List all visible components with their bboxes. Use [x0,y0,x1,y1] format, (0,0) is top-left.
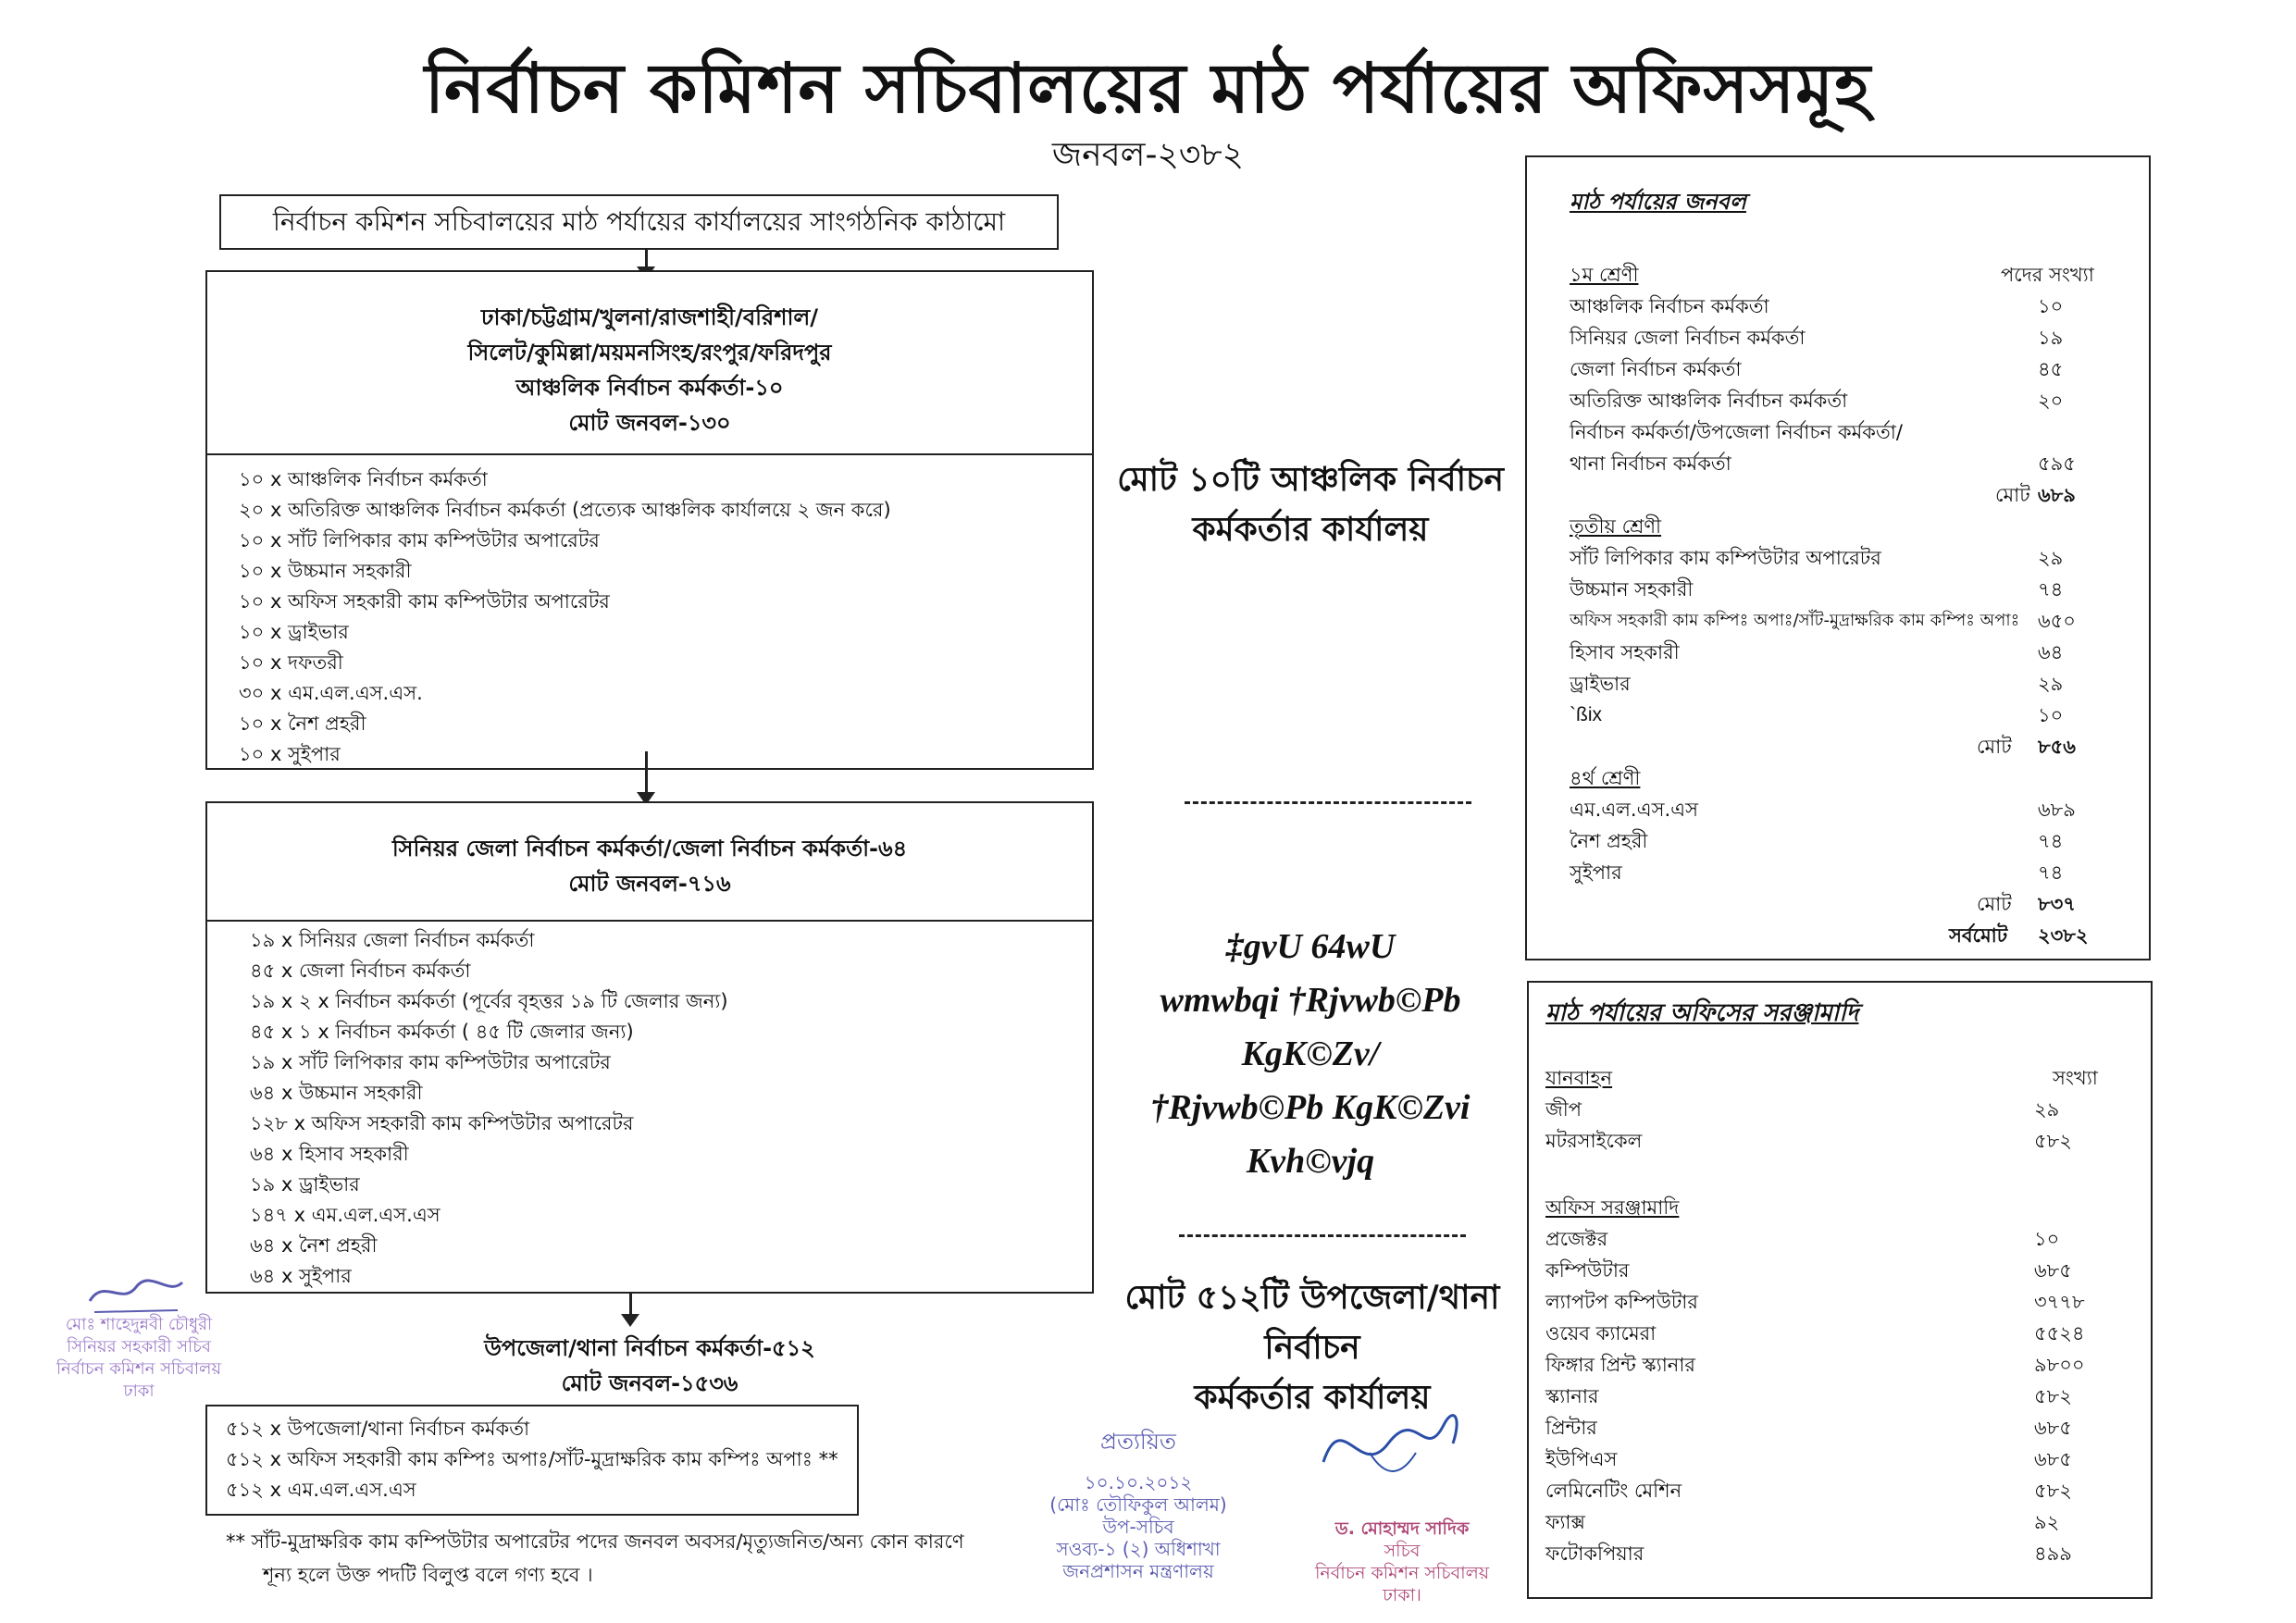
row-label: জেলা নির্বাচন কর্মকর্তা [1570,358,1742,380]
manpower-class3-header [1570,511,2112,542]
row-value: ৫৮২ [2034,1480,2072,1502]
divider [1179,1234,1466,1237]
district-offices-note-line: ‡gvU 64wU [1225,927,1396,966]
row-value: ৬৮৯ [2038,799,2076,821]
table-row [1570,353,2112,385]
middle-signature-block [1018,1431,1259,1582]
arrow-down-icon [629,1294,632,1316]
table-row [1545,1286,2108,1318]
list-item: ১৯ x ড্রাইভার [250,1173,360,1196]
regional-offices-note-line: মোট ১০টি আঞ্চলিক নির্বাচন [1117,461,1504,499]
row-value: ৬৮৫ [2034,1259,2072,1282]
row-value: ৩৭৭৮ [2034,1291,2085,1313]
total-row [1570,731,2112,762]
regional-box [205,270,1094,770]
row-label: নৈশ প্রহরী [1570,830,1648,852]
row-label: এম.এল.এস.এস [1570,799,1698,821]
table-row [1570,542,2112,574]
sig-line: উপ-সচিব [1102,1516,1174,1538]
row-value: ৪৯৯ [2034,1542,2072,1565]
sig-line: ঢাকা [123,1381,155,1401]
list-item: ৬৪ x নৈশ প্রহরী [250,1234,378,1257]
row-label: কম্পিউটার [1545,1259,1630,1282]
table-row [1570,700,2112,731]
list-item: ১০ x অফিস সহকারী কাম কম্পিউটার অপারেটর [239,590,610,613]
manpower-class4-header [1570,762,2112,794]
regional-header-line: আঞ্চলিক নির্বাচন কর্মকর্তা-১০ [515,375,784,401]
sig-line: ১০.১০.২০১২ [1084,1471,1193,1493]
regional-header-line: ঢাকা/চট্টগ্রাম/খুলনা/রাজশাহী/বরিশাল/ [480,304,819,330]
row-label: উচ্চমান সহকারী [1570,578,1694,601]
page-subtitle: জনবল-২৩৮২ [1051,136,1245,174]
grand-total-row [1570,920,2112,951]
row-value: ৬৮৫ [2034,1448,2072,1470]
table-row [1570,668,2112,700]
row-label: সুইপার [1570,861,1622,884]
upazila-header [205,1331,1094,1401]
row-label: ওয়েব ক্যামেরা [1545,1322,1657,1344]
manpower-panel [1525,155,2151,960]
table-row [1570,605,2112,637]
district-offices-note [1098,920,1523,1188]
row-label: নির্বাচন কর্মকর্তা/উপজেলা নির্বাচন কর্মকর্তা/ [1570,421,1903,443]
sig-line: সিনিয়র সহকারী সচিব [67,1337,211,1357]
row-label: জীপ [1545,1098,1582,1121]
row-label: ফটোকপিয়ার [1545,1542,1644,1565]
row-label: অফিস সহকারী কাম কম্পিঃ অপাঃ/সাঁট-মুদ্রাক্ষরিক কাম কম্পিঃ অপাঃ [1570,611,2020,630]
signature-scribble-icon [1305,1388,1471,1499]
row-value: ১০ [2038,295,2064,317]
left-signature-block [19,1314,259,1403]
table-row [1570,574,2112,605]
equipment-office-header [1545,1192,2108,1223]
count-header: পদের সংখ্যা [2001,264,2094,286]
right-signature-block [1277,1518,1527,1606]
row-value: ৭৪ [2038,861,2064,884]
regional-offices-note-line: কর্মকর্তার কার্যালয় [1192,511,1429,549]
list-item: ৬৪ x উচ্চমান সহকারী [250,1082,423,1104]
list-item: ৫১২ x উপজেলা/থানা নির্বাচন কর্মকর্তা [226,1418,530,1440]
row-label: আঞ্চলিক নির্বাচন কর্মকর্তা [1570,295,1769,317]
table-row [1545,1349,2108,1381]
table-row [1545,1223,2108,1255]
row-value: ৫৯৫ [2038,452,2076,475]
list-item: ৪৫ x জেলা নির্বাচন কর্মকর্তা [250,960,471,982]
equipment-panel [1527,981,2153,1599]
regional-header-line: সিলেট/কুমিল্লা/ময়মনসিংহ/রংপুর/ফরিদপুর [467,340,832,365]
row-value: ৭৪ [2038,578,2064,601]
list-item: ৪৫ x ১ x নির্বাচন কর্মকর্তা ( ৪৫ টি জেলার জন্য) [250,1021,634,1043]
sig-line: নির্বাচন কমিশন সচিবালয় [1314,1563,1490,1583]
row-label: অতিরিক্ত আঞ্চলিক নির্বাচন কর্মকর্তা [1570,390,1848,412]
table-row [1545,1475,2108,1506]
total-label: মোট [1977,893,2012,915]
sig-line: ঢাকা। [1383,1585,1421,1605]
count-header: সংখ্যা [2053,1067,2098,1089]
arrow-down-icon [645,751,648,794]
row-value: ৪৫ [2038,358,2064,380]
equipment-vehicles-header [1545,1062,2108,1094]
list-item: ১২৮ x অফিস সহকারী কাম কম্পিউটার অপারেটর [250,1112,634,1134]
table-row [1570,416,2112,448]
row-label: হিসাব সহকারী [1570,641,1680,663]
list-item: ১০ x সুইপার [239,743,341,765]
sig-line: সওব্য-১ (২) অধিশাখা [1056,1538,1221,1560]
row-value: ৫৫২৪ [2034,1322,2085,1344]
row-value: ২৯ [2038,547,2064,569]
footnote-line-1: ** সাঁট-মুদ্রাক্ষরিক কাম কম্পিউটার অপারেটর পদের জনবল অবসর/মৃত্যুজনিত/অন্য কোন কারণে [226,1530,964,1553]
row-label: সাঁট লিপিকার কাম কম্পিউটার অপারেটর [1570,547,1881,569]
row-label: প্রিন্টার [1545,1417,1597,1439]
regional-header [207,272,1092,440]
table-row [1545,1094,2108,1125]
footnote-line-2: শূন্য হলে উক্ত পদটি বিলুপ্ত বলে গণ্য হবে । [263,1564,593,1586]
grand-total-label: সর্বমোট [1949,924,2008,947]
regional-header-line: মোট জনবল-১৩০ [568,410,731,436]
upazila-offices-note-line: কর্মকর্তার কার্যালয় [1194,1379,1431,1417]
table-row [1545,1381,2108,1412]
list-item: ৫১২ x অফিস সহকারী কাম কম্পিঃ অপাঃ/সাঁট-মুদ্রাক্ষরিক কাম কম্পিঃ অপাঃ ** [226,1448,838,1470]
row-value: ৬৫০ [2038,610,2076,632]
class3-label: তৃতীয় শ্রেণী [1570,515,1662,538]
list-item: ১০ x সাঁট লিপিকার কাম কম্পিউটার অপারেটর [239,529,600,551]
list-item: ৬৪ x সুইপার [250,1265,352,1287]
list-item: ১৪৭ x এম.এল.এস.এস [250,1204,441,1226]
list-item: ৫১২ x এম.এল.এস.এস [226,1479,416,1501]
district-header-line: সিনিয়র জেলা নির্বাচন কর্মকর্তা/জেলা নির্বাচন কর্মকর্তা-৬৪ [391,836,908,861]
sig-line: প্রত্যয়িত [1100,1429,1176,1455]
arrow-down-icon [645,250,648,268]
grand-total-value: ২৩৮২ [2038,924,2089,947]
sig-spacer [1018,1453,1259,1471]
table-row [1545,1125,2108,1157]
row-value: ২৯ [2034,1098,2060,1121]
row-label: মটরসাইকেল [1545,1130,1643,1152]
row-label: প্রজেক্টর [1545,1228,1608,1250]
row-label: স্ক্যানার [1545,1385,1599,1407]
structure-heading: নির্বাচন কমিশন সচিবালয়ের মাঠ পর্যায়ের কার্যালয়ের সাংগঠনিক কাঠামো [219,194,1059,250]
upazila-header-line: উপজেলা/থানা নির্বাচন কর্মকর্তা-৫১২ [484,1335,815,1361]
row-value: ৯২ [2034,1511,2060,1533]
table-row [1570,291,2112,322]
district-offices-note-line: †Rjvwb©Pb KgK©Zvi Kvh©vjq [1150,1088,1471,1181]
row-label: ড্রাইভার [1570,673,1631,695]
total-value: ৮৩৭ [2038,893,2076,915]
district-header [207,803,1092,922]
table-row [1570,322,2112,353]
district-header-line: মোট জনবল-৭১৬ [568,871,731,897]
office-equipment-label: অফিস সরঞ্জামাদি [1545,1196,1680,1219]
total-label: মোট [1995,484,2030,506]
row-label: লেমিনেটিং মেশিন [1545,1480,1682,1502]
sig-line: সচিব [1384,1541,1421,1561]
row-value: ৬৪ [2038,641,2064,663]
list-item: ১০ x ড্রাইভার [239,621,349,643]
table-row [1545,1318,2108,1349]
row-value: ৯৮০০ [2034,1354,2085,1376]
manpower-class1-header [1570,259,2112,291]
table-row [1545,1255,2108,1286]
upazila-offices-note-line: মোট ৫১২টি উপজেলা/থানা নির্বাচন [1124,1279,1500,1367]
total-value: ৮৫৬ [2038,736,2076,758]
row-value: ১০ [2034,1228,2060,1250]
equipment-panel-title: মাঠ পর্যায়ের অফিসের সরঞ্জামাদি [1545,999,1859,1027]
divider [1185,801,1471,804]
signature-scribble-icon [85,1273,187,1319]
sig-line: মোঃ শাহেদুন্নবী চৌধুরী [65,1315,213,1334]
total-row [1570,479,2112,511]
table-row [1545,1443,2108,1475]
vehicles-label: যানবাহন [1545,1067,1613,1089]
list-item: ১০ x আঞ্চলিক নির্বাচন কর্মকর্তা [239,468,488,490]
row-value: ৫৮২ [2034,1130,2072,1152]
upazila-header-line: মোট জনবল-১৫৩৬ [561,1370,738,1396]
sig-line: নির্বাচন কমিশন সচিবালয় [56,1359,222,1379]
row-value: ৭৪ [2038,830,2064,852]
row-value: ১০ [2038,704,2064,726]
list-item: ৩০ x এম.এল.এস.এস. [239,682,423,704]
row-value: ১৯ [2038,327,2064,349]
regional-list [207,453,1092,770]
list-item: ১৯ x সাঁট লিপিকার কাম কম্পিউটার অপারেটর [250,1051,611,1073]
sig-line: ড. মোহাম্মদ সাদিক [1334,1518,1470,1539]
district-offices-note-line: wmwbqi †Rjvwb©Pb KgK©Zv/ [1160,981,1461,1073]
row-label: ল্যাপটপ কম্পিউটার [1545,1291,1698,1313]
table-row [1570,857,2112,888]
sig-line: জনপ্রশাসন মন্ত্রণালয় [1062,1560,1214,1582]
list-item: ১৯ x সিনিয়র জেলা নির্বাচন কর্মকর্তা [250,929,535,951]
table-row [1545,1412,2108,1443]
list-item: ১০ x দফতরী [239,651,343,674]
table-row [1570,385,2112,416]
sig-line: (মোঃ তৌফিকুল আলম) [1049,1493,1227,1516]
total-label: মোট [1977,736,2012,758]
page-title: নির্বাচন কমিশন সচিবালয়ের মাঠ পর্যায়ের অফিসসমূহ [424,49,1872,129]
total-value: ৬৮৯ [2038,484,2076,506]
total-row [1570,888,2112,920]
district-box [205,801,1094,1294]
regional-offices-note [1107,455,1514,555]
upazila-box [205,1405,859,1516]
list-item: ১০ x নৈশ প্রহরী [239,712,366,735]
table-row [1570,448,2112,479]
row-value: ৫৮২ [2034,1385,2072,1407]
district-list [207,922,1092,1292]
row-label: সিনিয়র জেলা নির্বাচন কর্মকর্তা [1570,327,1806,349]
list-item: ৬৪ x হিসাব সহকারী [250,1143,409,1165]
class1-label: ১ম শ্রেণী [1570,264,1639,286]
row-label: `ßix [1570,704,1602,725]
table-row [1570,794,2112,825]
list-item: ১৯ x ২ x নির্বাচন কর্মকর্তা (পূর্বের বৃহত্তর ১৯ টি জেলার জন্য) [250,990,728,1012]
row-value: ২৯ [2038,673,2064,695]
row-label: থানা নির্বাচন কর্মকর্তা [1570,452,1731,475]
row-value: ৬৮৫ [2034,1417,2072,1439]
list-item: ১০ x উচ্চমান সহকারী [239,560,412,582]
row-label: ফিঙ্গার প্রিন্ট স্ক্যানার [1545,1354,1695,1376]
row-label: ইউপিএস [1545,1448,1618,1470]
class4-label: ৪র্থ শ্রেণী [1570,767,1641,789]
list-item: ২০ x অতিরিক্ত আঞ্চলিক নির্বাচন কর্মকর্তা (প্রত্যেক আঞ্চলিক কার্যালয়ে ২ জন করে) [239,499,891,521]
table-row [1545,1506,2108,1538]
table-row [1570,637,2112,668]
row-label: ফ্যাক্স [1545,1511,1585,1533]
table-row [1570,825,2112,857]
row-value: ২০ [2038,390,2064,412]
table-row [1545,1538,2108,1569]
manpower-panel-title: মাঠ পর্যায়ের জনবল [1570,189,1746,215]
